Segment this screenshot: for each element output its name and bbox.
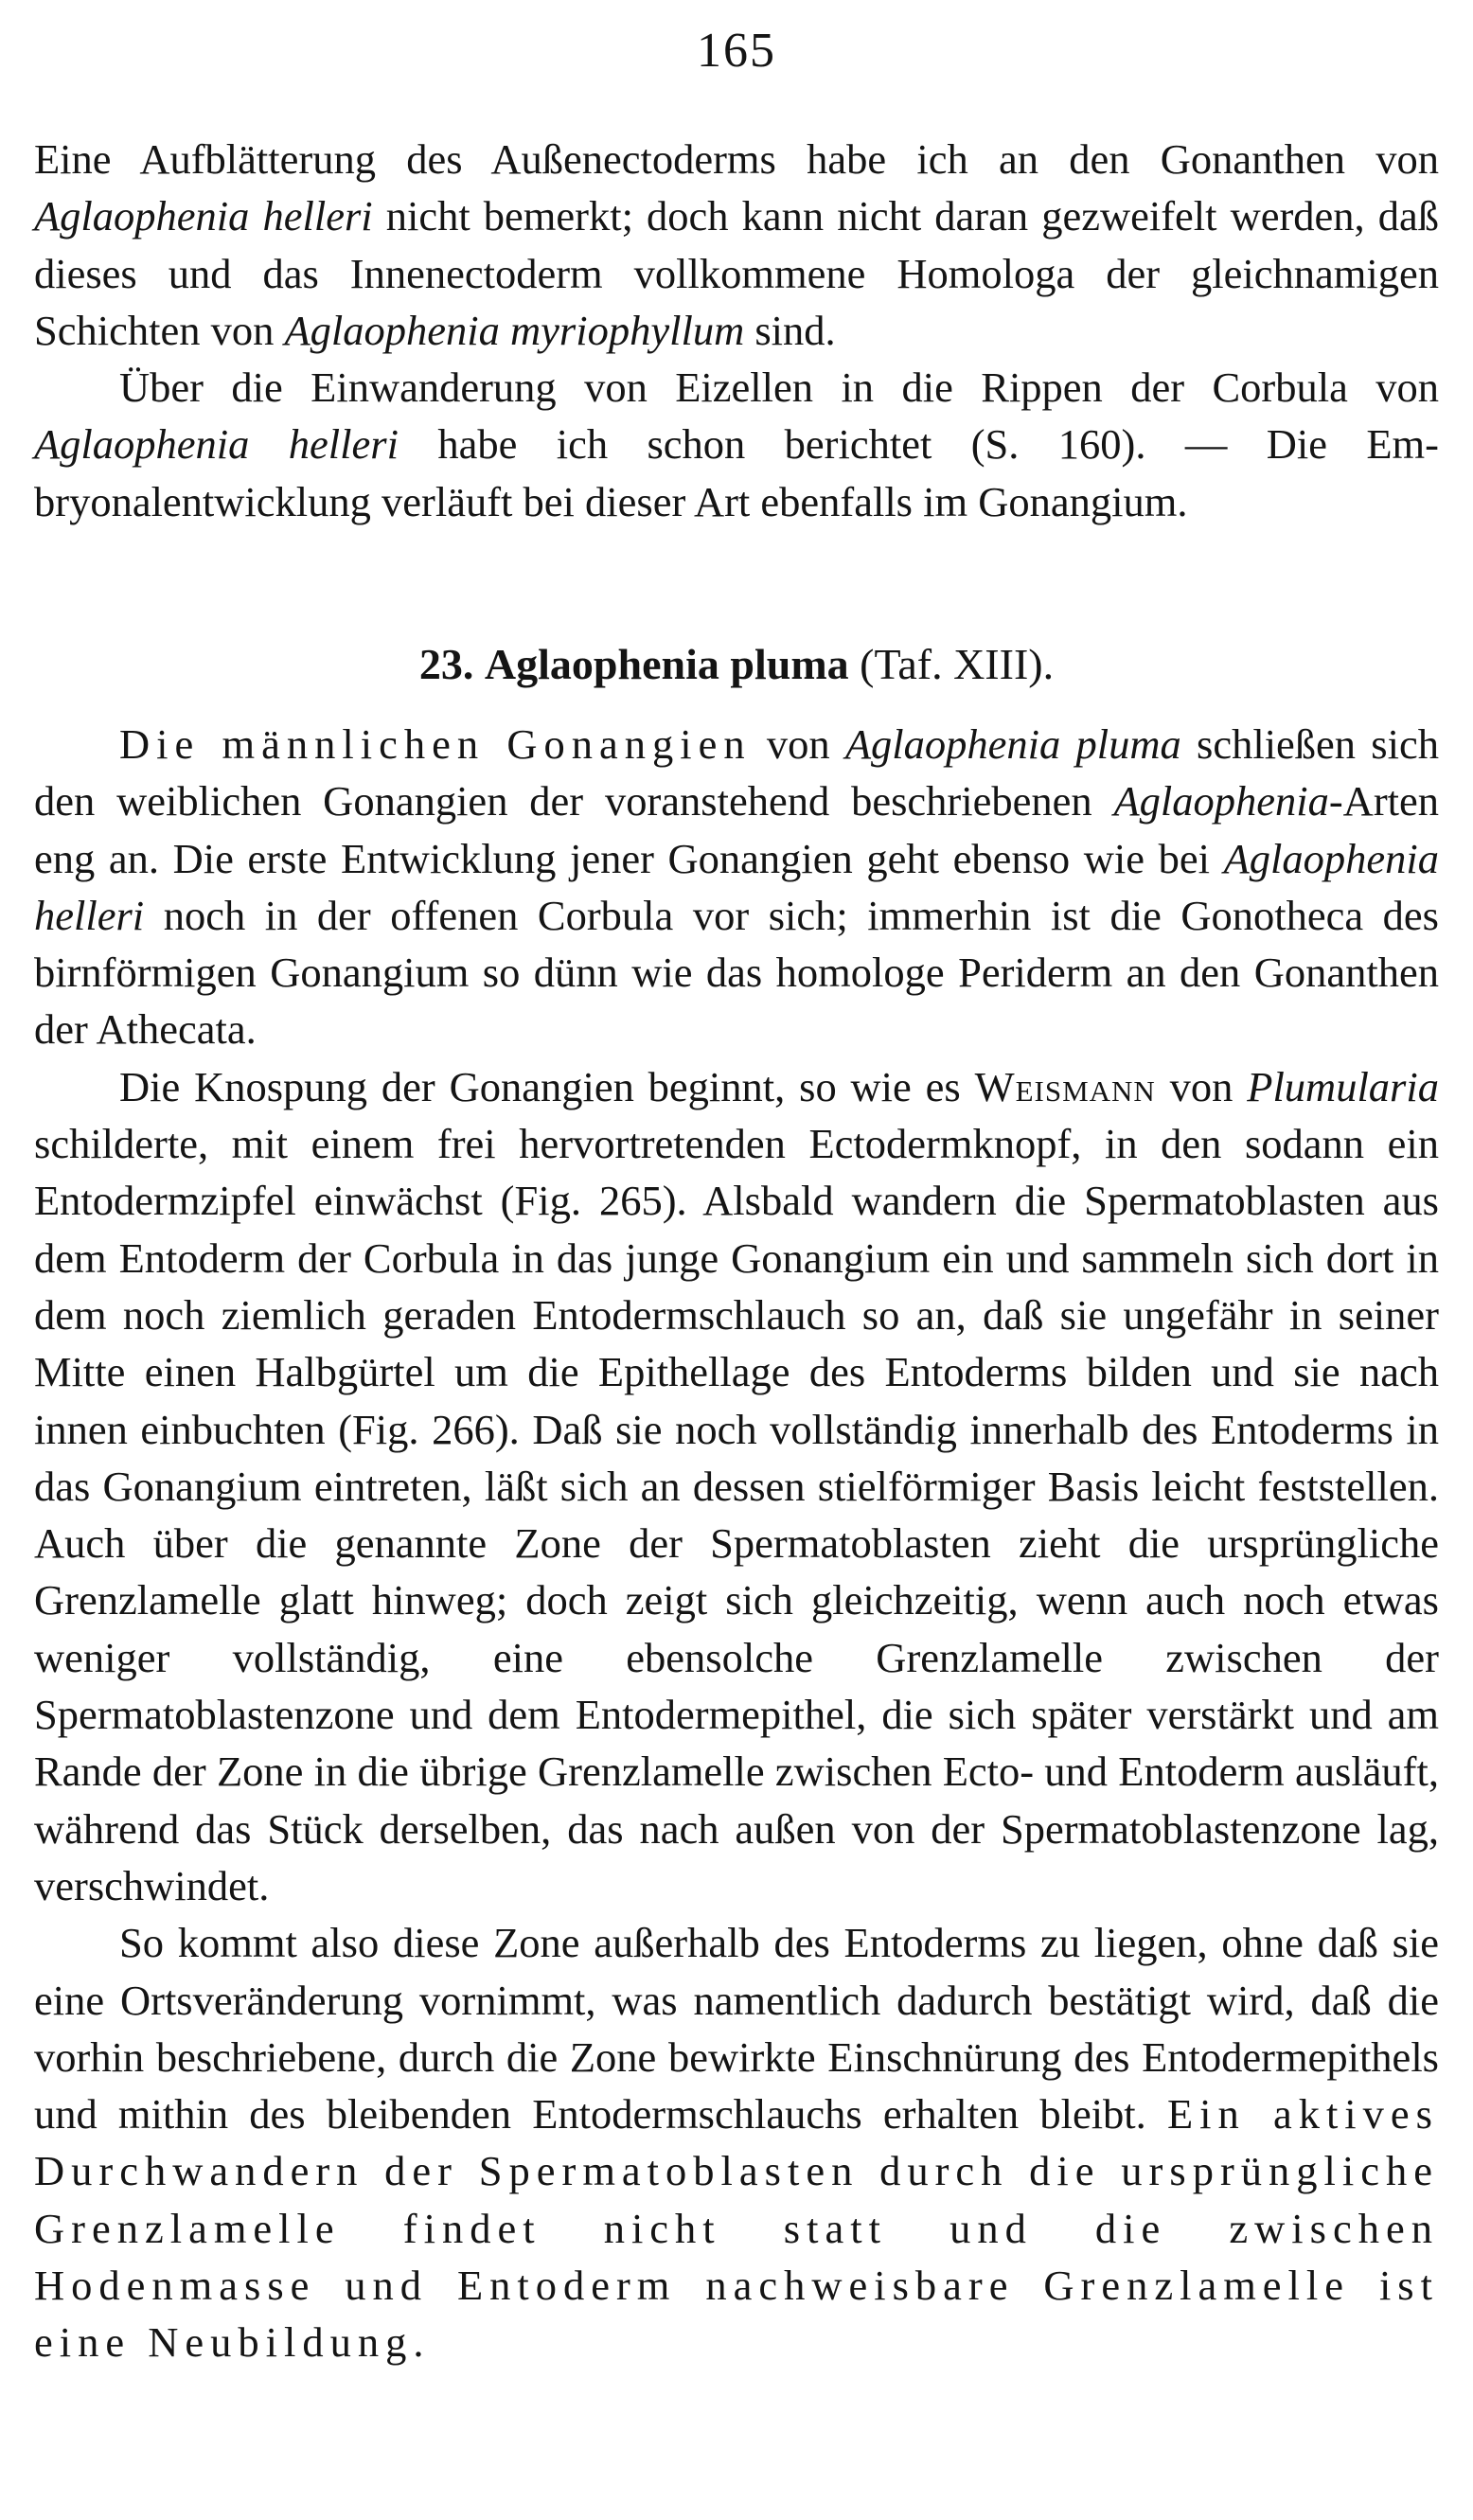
section-23-text [34,716,1439,2371]
author-name: Weismann [974,1062,1156,1110]
paragraph: Die Knospung der Gonangien beginnt, so wie es Weismann von Plumularia schilderte, mit einem frei hervortretenden Ectodermknopf, in den sodann ein Entodermzipfel einwächst (Fig. 265). Alsbald wandern die Spermatoblasten aus dem Entoderm der Corbula in das junge Gonangium ein und sammeln sich dort in dem noch ziemlich geraden Entodermschlauch so an, daß sie ungefähr in seiner Mitte einen Halbgürtel um die Epithellage des Entoderms bilden und sie nach innen einbuchten (Fig. 266). Daß sie noch vollständig innerhalb des Entoderms in das Gonangium eintreten, läßt sich an dessen stielförmiger Basis leicht feststellen. Auch über die genannte Zone der Spermatoblasten zieht die ursprüngliche Grenzlamelle glatt hinweg; doch zeigt sich gleichzeitig, wenn auch noch etwas weniger vollständig, eine ebensolche Grenzlamelle zwischen der Spermatoblastenzone und dem Entodermepithel, die sich später verstärkt und am Rande der Zone in die übrige Grenzlamelle zwischen Ecto- und Entoderm ausläuft, während das Stück derselben, das nach außen von der Spermatoblastenzone lag, verschwindet. [34,1062,1439,1909]
species-name: Aglaophenia pluma [844,720,1181,768]
genus-name: Plumularia [1247,1062,1439,1110]
section-heading [34,636,1439,693]
species-name: Aglaophenia helleri [34,192,373,240]
paragraph: Die männlichen Gonangien von Aglaophenia pluma schließen sich den weiblichen Gonangien der voranstehend beschriebenen Aglaophenia-Arten eng an. Die erste Entwicklung jener Gonangien geht ebenso wie bei Aglaophenia helleri noch in der offenen Corbula vor sich; immerhin ist die Gonotheca des birnförmigen Gonangium so dünn wie das homologe Periderm an den Gonanthen der Athecata. [34,720,1439,1054]
section-number: 23. [418,640,474,688]
section-title: Aglaophenia pluma [484,640,849,688]
paragraph: Über die Einwanderung von Eizellen in die Rippen der Corbula von Aglaophenia helleri habe ich schon berichtet (S. 160). — Die Embryonalentwicklung verläuft bei dieser Art ebenfalls im Gonangium. [34,364,1439,525]
page-number: 165 [697,24,776,78]
species-name: Aglaophenia helleri [34,420,399,469]
emphasized-passage: Ein aktives Durchwandern der Spermatoblasten durch die ursprüngliche Grenzlamelle findet nicht statt und die zwischen Hodenmasse und Entoderm nachweisbare Grenzlamelle ist eine Neubildung. [34,2090,1439,2367]
plate-reference: (Taf. XIII). [860,640,1055,688]
emphasized-term: Die männlichen Gonangien [119,720,752,768]
paragraph: So kommt also diese Zone außerhalb des Entoderms zu liegen, ohne daß sie eine Ortsveränderung vornimmt, was namentlich dadurch bestätigt wird, daß die vorhin beschriebene, durch die Zone bewirkte Einschnürung des Entodermepithels und mithin des bleibenden Entodermschlauchs erhalten bleibt. Ein aktives Durchwandern der Spermatoblasten durch die ursprüngliche Grenzlamelle findet nicht statt und die zwischen Hodenmasse und Entoderm nachweisbare Grenzlamelle ist eine Neubildung. [34,1919,1439,2367]
species-name: Aglaophenia myriophyllum [284,306,745,354]
species-name: Aglaophenia helleri [34,834,1439,939]
paragraph: Eine Aufblätterung des Außenectoderms habe ich an den Gonanthen von Aglaophenia helleri nicht bemerkt; doch kann nicht daran gezweifelt werden, daß dieses und das Innenectoderm vollkommene Homologa der gleichnamigen Schichten von Aglaophenia myriophyllum sind. [34,135,1439,354]
genus-name: Aglaophenia [1113,777,1329,825]
section-22-text [34,131,1439,530]
